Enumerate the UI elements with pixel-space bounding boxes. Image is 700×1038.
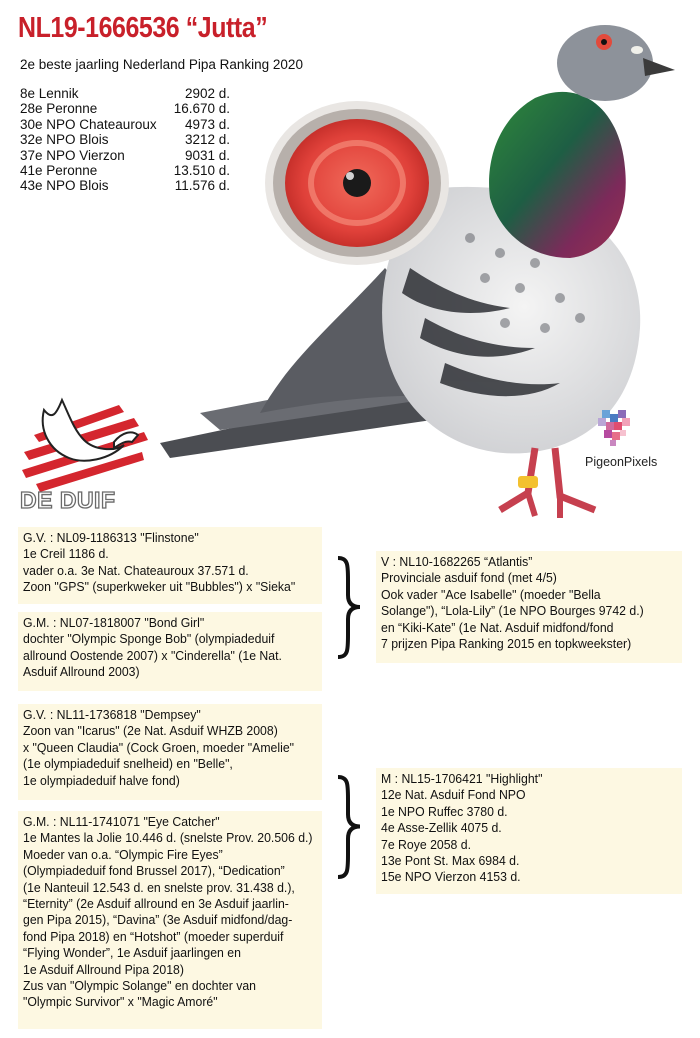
brace-icon-paternal [334, 555, 364, 660]
result-distance: 3212 d. [184, 132, 230, 148]
pedigree-line: Moeder van o.a. “Olympic Fire Eyes” [23, 846, 223, 862]
de-duif-wordmark: DE DUIF [20, 487, 116, 513]
pedigree-line: Zoon van "Icarus" (2e Nat. Asduif WHZB 2008) [23, 723, 278, 739]
pedigree-line: gen Pipa 2015), “Davina” (3e Asduif midfond/dag- [23, 912, 293, 928]
result-distance: 4973 d. [184, 116, 230, 132]
pedigree-line: 1e olympiadeduif halve fond) [23, 772, 180, 788]
pigeon-subtitle: 2e beste jaarling Nederland Pipa Ranking 2020 [20, 57, 303, 72]
pedigree-line: 15e NPO Vierzon 4153 d. [381, 869, 521, 885]
pedigree-line: Zoon "GPS" (superkweker uit "Bubbles") x "Sieka" [23, 579, 296, 595]
pedigree-grandmother-paternal [18, 612, 322, 691]
pedigree-line: “Eternity” (2e Asduif allround en 3e Asduif jaarlin- [23, 896, 289, 912]
pedigree-father [376, 551, 682, 663]
pedigree-grandmother-maternal [18, 811, 322, 1029]
pigeon-eye-image [262, 98, 452, 268]
pedigree-line: 1e Creil 1186 d. [23, 546, 109, 562]
result-place: 8e Lennik [20, 86, 79, 101]
pedigree-line: 7 prijzen Pipa Ranking 2015 en topkweekster) [381, 636, 632, 652]
pedigree-line: 12e Nat. Asduif Fond NPO [381, 787, 526, 803]
pedigree-line: 1e NPO Ruffec 3780 d. [381, 803, 508, 819]
pedigree-line: G.V. : NL11-1736818 "Dempsey" [23, 707, 201, 722]
pedigree-line: Zus van "Olympic Solange" en dochter van [23, 978, 256, 994]
pedigree-line: G.M. : NL07-1818007 "Bond Girl" [23, 615, 205, 630]
pigeon-title: NL19-1666536 “Jutta” [18, 12, 268, 44]
pedigree-line: en “Kiki-Kate” (1e Nat. Asduif midfond/fond [381, 619, 614, 635]
pedigree-line: 1e Mantes la Jolie 10.446 d. (snelste Prov. 20.506 d.) [23, 830, 313, 846]
pedigree-line: allround Oostende 2007) x "Cinderella" (1e Nat. [23, 647, 282, 663]
result-distance: 13.510 d. [173, 162, 230, 178]
pedigree-grandfather-paternal [18, 527, 322, 604]
pedigree-line: x "Queen Claudia" (Cock Groen, moeder "Amelie" [23, 739, 295, 755]
result-place: 28e Peronne [20, 101, 98, 117]
pedigree-line: Solange"), “Lola-Lily” (1e NPO Bourges 9742 d.) [381, 603, 644, 619]
result-distance: 2902 d. [184, 86, 230, 101]
result-place: 32e NPO Blois [20, 132, 109, 148]
pedigree-line: Ook vader "Ace Isabelle" (moeder "Bella [381, 586, 601, 602]
result-distance: 11.576 d. [174, 178, 230, 194]
pedigree-line: V : NL10-1682265 “Atlantis” [381, 554, 533, 569]
pedigree-line: 4e Asse-Zellik 4075 d. [381, 820, 502, 836]
pedigree-line: (1e Nanteuil 12.543 d. en snelste prov. 31.438 d.), [23, 879, 295, 895]
pedigree-line: 1e Asduif Allround Pipa 2018) [23, 961, 184, 977]
pedigree-line: “Flying Wonder”, 1e Asduif jaarlingen en [23, 945, 241, 961]
result-place: 37e NPO Vierzon [20, 147, 125, 163]
pedigree-mother [376, 768, 682, 894]
pedigree-grandfather-maternal [18, 704, 322, 800]
brace-icon-maternal [334, 774, 364, 880]
result-place: 41e Peronne [20, 162, 98, 178]
pedigree-line: Provinciale asduif fond (met 4/5) [381, 570, 557, 586]
pedigree-line: 7e Roye 2058 d. [381, 836, 472, 852]
result-distance: 16.670 d. [173, 101, 230, 117]
pedigree-line: dochter "Olympic Sponge Bob" (olympiadeduif [23, 631, 275, 647]
pedigree-line: fond Pipa 2018) en “Hotshot” (moeder superduif [23, 928, 284, 944]
pedigree-line: (Olympiadeduif fond Brussel 2017), “Dedication” [23, 863, 285, 879]
pedigree-line: "Olympic Survivor" x "Magic Amoré" [23, 994, 218, 1010]
result-distance: 9031 d. [184, 147, 230, 163]
pigeon-image [140, 18, 680, 528]
pedigree-line: (1e olympiadeduif snelheid) en "Belle", [23, 756, 233, 772]
pedigree-line: G.V. : NL09-1186313 "Flinstone" [23, 530, 199, 545]
pedigree-line: M : NL15-1706421 "Highlight" [381, 771, 543, 786]
pigeonpixels-logo-icon [594, 408, 634, 448]
result-place: 43e NPO Blois [20, 178, 109, 194]
pedigree-line: G.M. : NL11-1741071 "Eye Catcher" [23, 814, 220, 829]
pedigree-line: Asduif Allround 2003) [23, 664, 140, 680]
result-place: 30e NPO Chateauroux [20, 116, 157, 132]
pedigree-line: 13e Pont St. Max 6984 d. [381, 853, 520, 869]
pigeonpixels-wordmark: PigeonPixels [585, 455, 658, 469]
pedigree-line: vader o.a. 3e Nat. Chateauroux 37.571 d. [23, 562, 249, 578]
